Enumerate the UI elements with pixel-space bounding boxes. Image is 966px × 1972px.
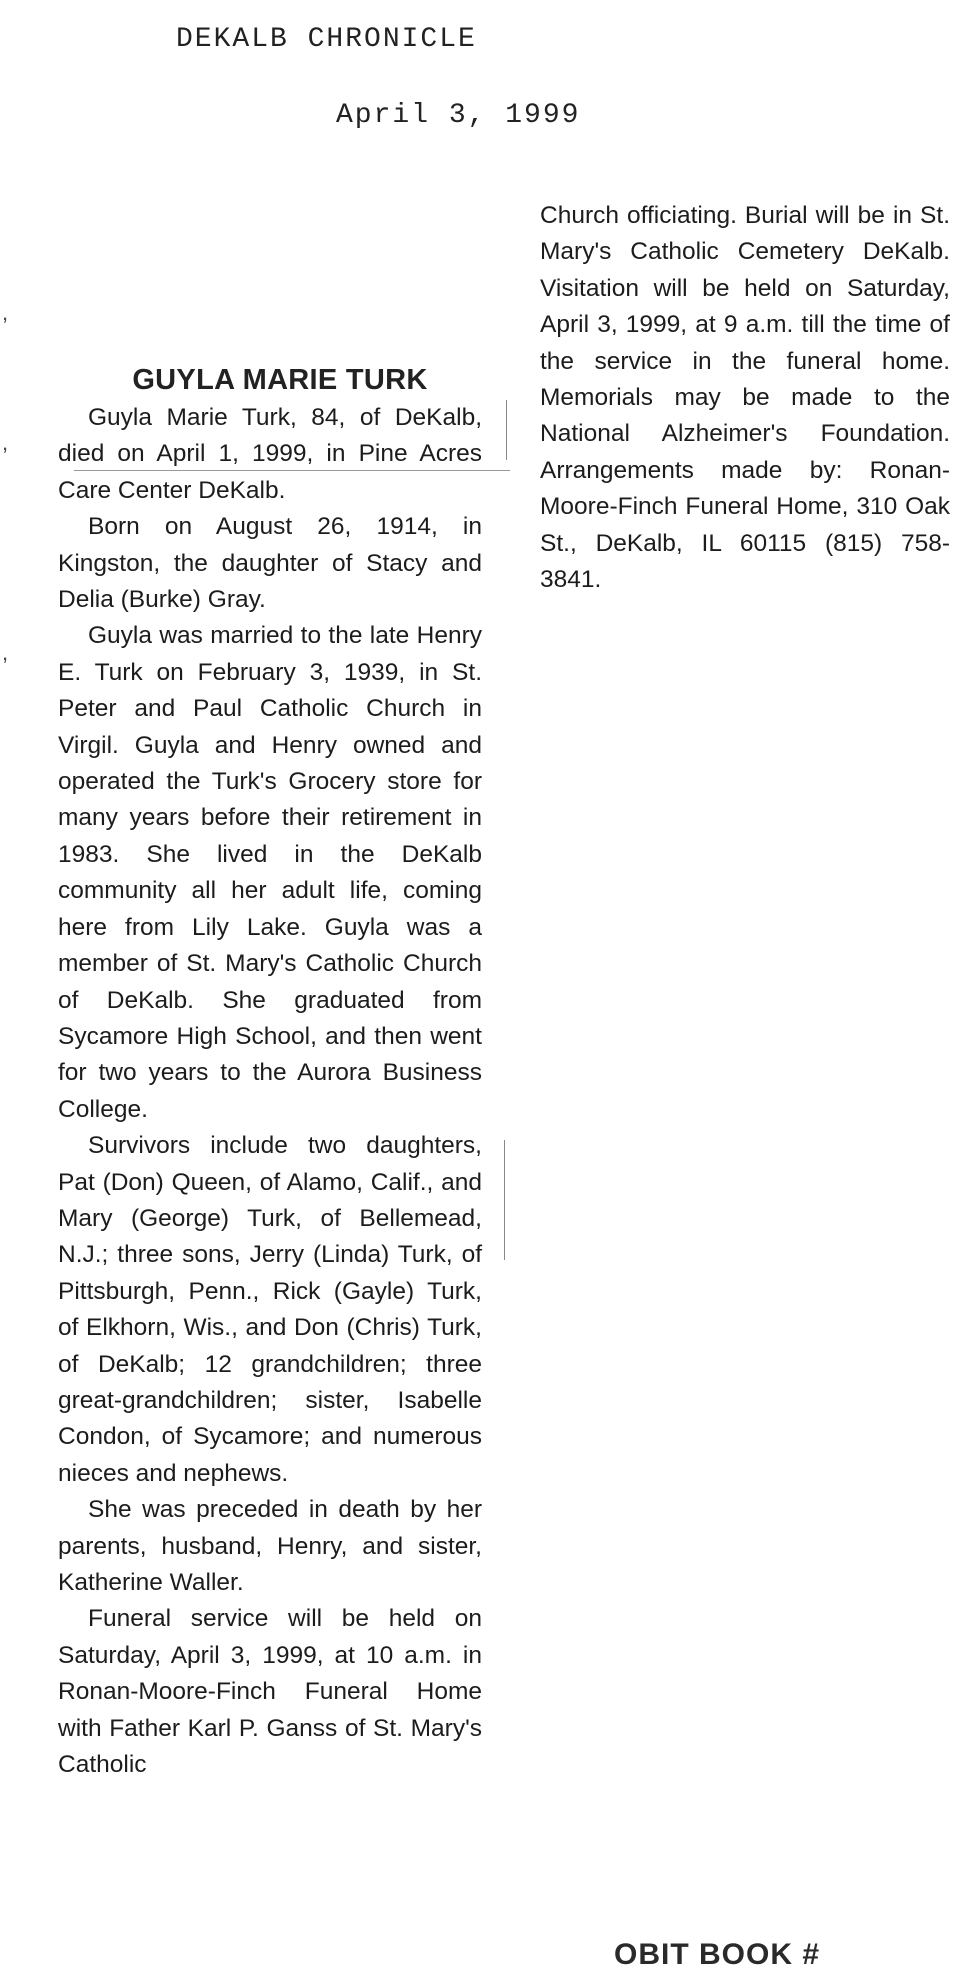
clipped-edge-mark: , — [2, 640, 9, 665]
clipped-edge-mark: , — [2, 300, 9, 325]
publication-date: April 3, 1999 — [336, 100, 581, 131]
obituary-paragraph-funeral: Funeral service will be held on Saturday, April 3, 1999, at 10 a.m. in Ronan-Moore-Finch Funeral Home with Father Karl P. Ganss of St. Mary's Catholic — [58, 1605, 482, 1779]
obituary-paragraph-preceded: She was preceded in death by her parents, husband, Henry, and sister, Katherine Waller. — [58, 1496, 482, 1596]
obituary-paragraph-life: Guyla was married to the late Henry E. Turk on February 3, 1939, in St. Peter and Paul Catholic Church in Virgil. Guyla and Henry owned and operated the Turk's Grocery store for many years before their retirement in 1983. She lived in the DeKalb community all her adult life, coming here from Lily Lake. Guyla was a member of St. Mary's Catholic Church of DeKalb. She graduated from Sycamore High School, and then went for two years to the Aurora Business College. — [58, 622, 482, 1123]
clipped-edge-mark: , — [2, 430, 9, 455]
column-divider — [504, 1140, 505, 1260]
scan-underline — [74, 470, 510, 471]
obituary-paragraph-survivors: Survivors include two daughters, Pat (Don) Queen, of Alamo, Calif., and Mary (George) Turk, of Bellemead, N.J.; three sons, Jerry (Linda) Turk, of Pittsburgh, Penn., Rick (Gayle) Turk, of Elkhorn, Wis., and Don (Chris) Turk, of DeKalb; 12 grandchildren; three great-grandchildren; sister, Isabelle Condon, of Sycamore; and numerous nieces and nephews. — [58, 1132, 482, 1487]
obituary-right-column — [540, 198, 950, 598]
obit-book-stamp: OBIT BOOK # — [614, 1938, 821, 1971]
obituary-left-column — [58, 400, 482, 1783]
obituary-paragraph-birth: Born on August 26, 1914, in Kingston, the daughter of Stacy and Delia (Burke) Gray. — [58, 513, 482, 614]
obituary-paragraph-funeral-continued: Church officiating. Burial will be in St. Mary's Catholic Cemetery DeKalb. Visitation will be held on Saturday, April 3, 1999, at 9 a.m. till the time of the service in the funeral home. Memorials may be made to the National Alzheimer's Foundation. Arrangements made by: Ronan-Moore-Finch Funeral Home, 310 Oak St., DeKalb, IL 60115 (815) 758-3841. — [540, 202, 950, 594]
obituary-headline: GUYLA MARIE TURK — [132, 364, 428, 396]
column-divider — [506, 400, 507, 460]
obituary-paragraph-intro: Guyla Marie Turk, 84, of DeKalb, died on April 1, 1999, in Pine Acres Care Center DeKalb. — [58, 404, 482, 504]
publication-name: DEKALB CHRONICLE — [176, 24, 477, 55]
